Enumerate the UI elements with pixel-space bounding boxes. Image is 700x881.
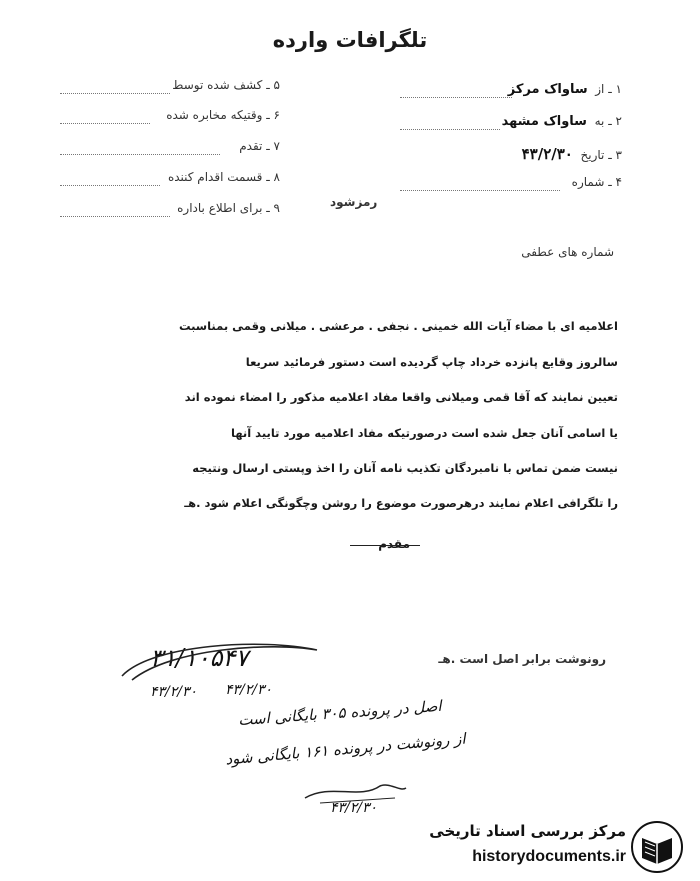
field-to [502,114,622,129]
body-line: سالروز وقایع پانزده خرداد چاپ گردیده است دستور فرمائید سریعا [245,355,618,369]
body-line: نیست ضمن تماس با نامبردگان تکذیب نامه آنان را اخذ وپستی ارسال ونتیجه [192,461,618,475]
handwritten-number: ۳۱/۱۰۵۴۷ [150,644,249,672]
field-from-label: ۱ ـ از [595,82,622,96]
watermark-name: مرکز بررسی اسناد تاریخی [429,822,626,840]
watermark-logo [418,818,688,878]
dotted-line [400,190,560,191]
handwritten-loop [112,638,327,686]
dotted-line [60,154,220,155]
field-date [522,145,622,163]
watermark-url: historydocuments.ir [472,848,626,865]
field-from-value: ساواک مرکز [507,82,588,97]
book-emblem-icon [630,820,684,874]
handwritten-date-1b: ۴۳/۲/۳۰ [225,682,273,698]
body-line: اعلامیه ای با مضاء آیات الله خمینی . نجفی . مرعشی . میلانی وقمی بمناسبت [178,319,618,333]
reference-numbers: شماره های عطفی [521,245,614,259]
handwritten-date-2: ۴۳/۲/۳۰ [330,800,378,816]
handwritten-date-1: ۴۳/۲/۳۰ [150,684,198,700]
body-line: یا اسامی آنان جعل شده است درصورتیکه مفاد اعلامیه مورد تایید آنها [231,426,618,440]
dotted-line [400,129,500,130]
field-for-info: ۹ ـ برای اطلاع باداره [177,201,280,215]
field-priority: ۷ ـ تقدم [239,139,280,153]
cipher-note: رمزشود [330,195,378,209]
handwritten-note-2: از رونوشت در پرونده ۱۶۱ بایگانی شود [224,729,467,769]
field-acting-section: ۸ ـ قسمت اقدام کننده [167,170,280,184]
copy-note: رونوشت برابر اصل است .هـ [438,652,606,666]
handwritten-note-1: اصل در پرونده ۳۰۵ بایگانی است [237,696,443,730]
field-date-label: ۳ ـ تاریخ [580,148,622,162]
page-title: تلگرافات وارده [272,28,428,52]
body-line: تعیین نمایند که آقا قمی ومیلانی واقعا مفاد اعلامیه مذکور را امضاء نموده اند [184,390,618,404]
field-to-value: ساواک مشهد [501,114,587,129]
dotted-line [60,216,170,217]
field-number-label: ۴ ـ شماره [571,175,622,189]
dotted-line [60,123,150,124]
field-number [572,175,622,189]
field-transmitted-at: ۶ ـ وقتیکه مخابره شده [166,108,280,122]
field-from [508,82,622,97]
dotted-line [60,93,170,94]
body-line: را تلگرافی اعلام نمایند درهرصورت موضوع را روشن وچگونگی اعلام شود .هـ [184,496,618,510]
signature-line [350,545,420,546]
field-date-value: ۴۳/۲/۳۰ [521,145,573,163]
signature-name: مقدم [378,537,410,551]
dotted-line [60,185,160,186]
dotted-line [400,97,512,98]
field-to-label: ۲ ـ به [594,114,622,128]
field-decoded-by: ۵ ـ کشف شده توسط [172,78,280,92]
